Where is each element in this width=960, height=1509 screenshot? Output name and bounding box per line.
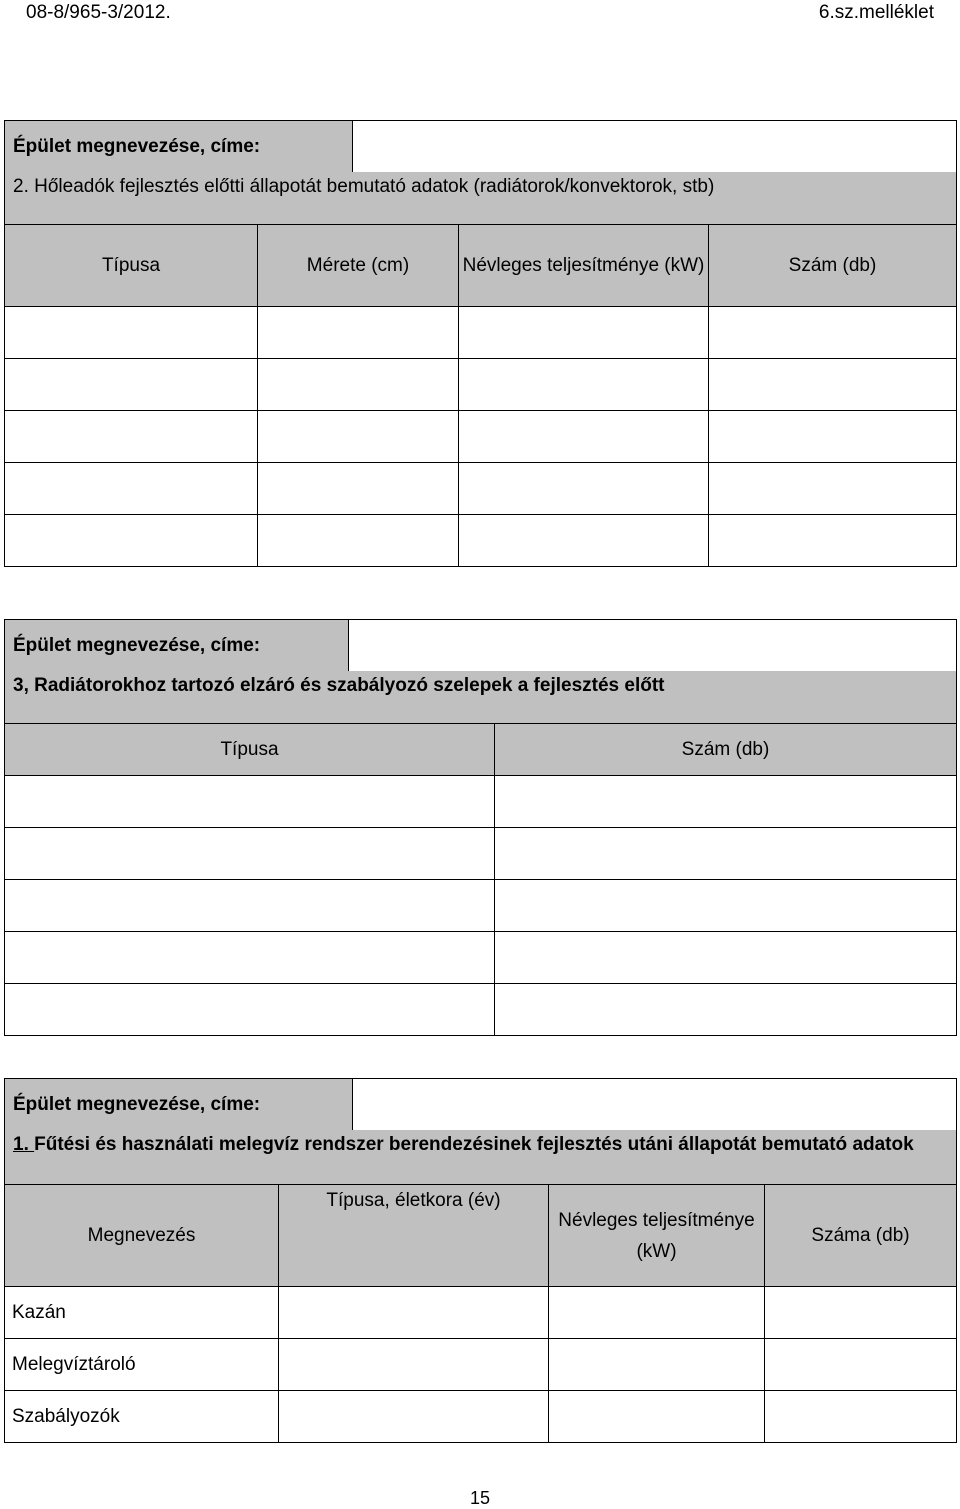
table-cell[interactable] — [459, 411, 709, 463]
table-cell[interactable] — [709, 359, 957, 411]
table-cell[interactable] — [709, 515, 957, 567]
table-cell[interactable] — [5, 776, 495, 828]
table-cell[interactable] — [765, 1287, 957, 1339]
table-row — [5, 463, 957, 515]
table-cell[interactable] — [5, 307, 258, 359]
section3-building-table — [4, 619, 957, 672]
col-szam: Szám (db) — [709, 225, 957, 307]
table-cell[interactable] — [549, 1391, 765, 1443]
table-cell[interactable] — [5, 515, 258, 567]
table-cell[interactable] — [5, 411, 258, 463]
table-row — [5, 1391, 957, 1443]
annex-label: 6.sz.melléklet — [818, 2, 934, 23]
table-cell[interactable] — [279, 1339, 549, 1391]
table-cell[interactable] — [459, 307, 709, 359]
table-cell[interactable] — [5, 828, 495, 880]
col-tipusa-eletkora: Típusa, életkora (év) — [279, 1185, 549, 1287]
table-row — [5, 828, 957, 880]
table-cell[interactable] — [258, 307, 459, 359]
section1-table — [4, 1184, 957, 1443]
table-cell[interactable] — [709, 411, 957, 463]
table-cell[interactable] — [258, 515, 459, 567]
table-cell[interactable] — [495, 828, 957, 880]
col-megnevezes: Megnevezés — [5, 1185, 279, 1287]
table-cell[interactable] — [709, 463, 957, 515]
table-cell[interactable] — [279, 1287, 549, 1339]
table-row — [5, 932, 957, 984]
section2-building-field[interactable] — [353, 121, 957, 173]
table-row — [5, 984, 957, 1036]
row-label-melegviztarolo: Melegvíztároló — [5, 1339, 279, 1391]
table-cell[interactable] — [459, 463, 709, 515]
table-cell[interactable] — [5, 932, 495, 984]
table-cell[interactable] — [495, 932, 957, 984]
table-cell[interactable] — [5, 984, 495, 1036]
table-cell[interactable] — [258, 463, 459, 515]
table-cell[interactable] — [258, 359, 459, 411]
table-row — [5, 515, 957, 567]
section2-table — [4, 224, 957, 567]
section3-title — [4, 671, 957, 723]
section2-title — [4, 172, 957, 224]
table-row — [5, 411, 957, 463]
col-nevleges: Névleges teljesítménye (kW) — [459, 225, 709, 307]
table-cell[interactable] — [495, 984, 957, 1036]
row-label-kazan: Kazán — [5, 1287, 279, 1339]
table-cell[interactable] — [279, 1391, 549, 1443]
section3-title-text: 3, Radiátorokhoz tartozó elzáró és szabályozó szelepek a fejlesztés előtt — [13, 675, 665, 696]
section1-building-label: Épület megnevezése, címe: — [5, 1079, 353, 1131]
table-row — [5, 1339, 957, 1391]
table-row — [5, 359, 957, 411]
table-row — [5, 307, 957, 359]
document-reference: 08-8/965-3/2012. — [26, 2, 171, 23]
section3-building-field[interactable] — [349, 620, 957, 672]
col-nevleges: Névleges teljesítménye (kW) — [549, 1185, 765, 1287]
table-cell[interactable] — [709, 307, 957, 359]
table-cell[interactable] — [765, 1339, 957, 1391]
col-szam: Szám (db) — [495, 724, 957, 776]
section2-building-label: Épület megnevezése, címe: — [5, 121, 353, 173]
section1-building-table — [4, 1078, 957, 1131]
table-cell[interactable] — [495, 880, 957, 932]
section1-title-text: Fűtési és használati melegvíz rendszer berendezésinek fejlesztés utáni állapotát bemutató adatok — [34, 1134, 914, 1155]
page-number: 15 — [469, 1488, 491, 1508]
table-cell[interactable] — [765, 1391, 957, 1443]
section2-title-text: 2. Hőleadók fejlesztés előtti állapotát bemutató adatok (radiátorok/konvektorok, stb) — [13, 176, 715, 197]
table-row — [5, 1287, 957, 1339]
section1-title — [4, 1130, 957, 1184]
table-cell[interactable] — [549, 1339, 765, 1391]
table-row — [5, 776, 957, 828]
table-row — [5, 880, 957, 932]
col-tipusa: Típusa — [5, 724, 495, 776]
col-szama: Száma (db) — [765, 1185, 957, 1287]
table-cell[interactable] — [258, 411, 459, 463]
col-tipusa: Típusa — [5, 225, 258, 307]
section3-table — [4, 723, 957, 1036]
section1-title-number: 1. — [13, 1134, 35, 1155]
table-cell[interactable] — [5, 463, 258, 515]
section2-building-table — [4, 120, 957, 173]
table-cell[interactable] — [5, 359, 258, 411]
table-cell[interactable] — [459, 359, 709, 411]
col-merete: Mérete (cm) — [258, 225, 459, 307]
table-cell[interactable] — [495, 776, 957, 828]
table-cell[interactable] — [5, 880, 495, 932]
row-label-szabalyozok: Szabályozók — [5, 1391, 279, 1443]
table-cell[interactable] — [549, 1287, 765, 1339]
section1-building-field[interactable] — [353, 1079, 957, 1131]
section3-building-label: Épület megnevezése, címe: — [5, 620, 349, 672]
table-cell[interactable] — [459, 515, 709, 567]
